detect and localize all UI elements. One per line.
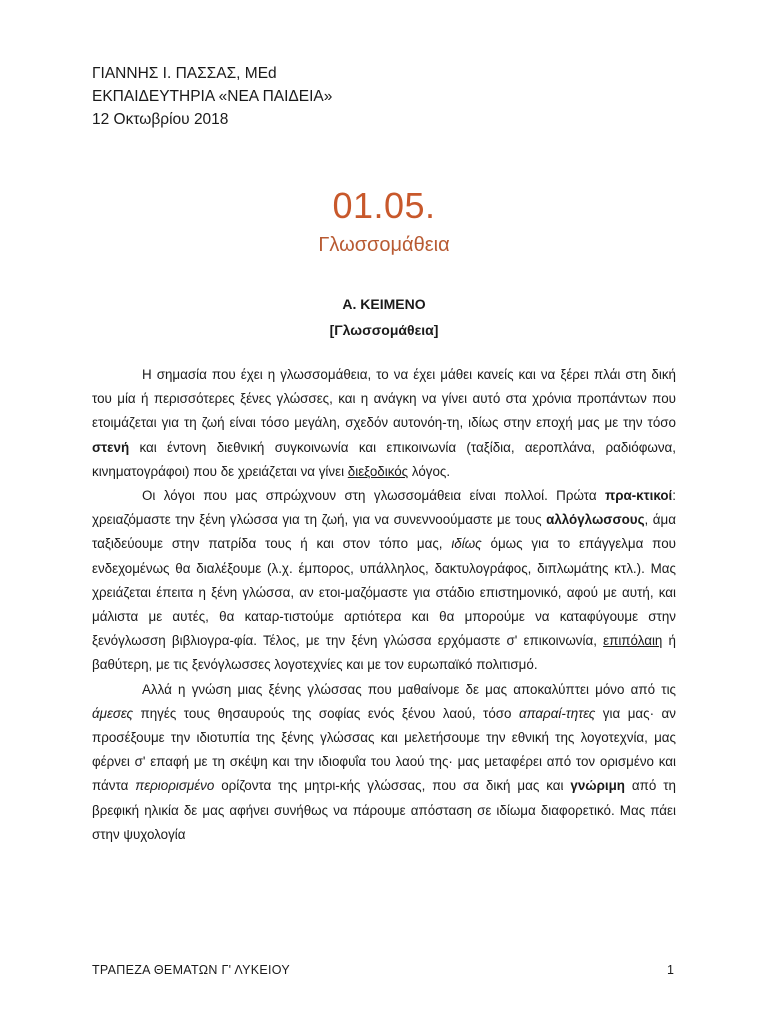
document-header [92,62,332,131]
italic-term: ιδίως [451,536,482,552]
text-run: και έντονη διεθνική συγκοινωνία και επικοινωνία (ταξίδια, αεροπλάνα, ραδιόφωνα, κινηματογράφοι) που δε χρειάζεται να γίνει [92,439,676,479]
bold-term: αλλόγλωσσους [546,512,645,528]
lesson-title: Γλωσσομάθεια [318,234,450,256]
bold-term: στενή [92,439,130,455]
text-run: για μας· αν προσέξουμε την ιδιοτυπία της ξένης γλώσσας και μελετήσουμε την εθνική της λογοτεχνία, μας φέρνει σ' επαφή με τη σκέψη και την ιδιοφυΐα του λαού της· μας μεταφέρει από τον ορισμένο και πάντα [92,705,676,794]
text-run: : χρειαζόμαστε την ξένη γλώσσα για τη ζωή, για να συνεννοούμαστε με τους [92,488,676,528]
section-heading-block [0,291,768,343]
italic-term: περιορισμένο [135,778,215,794]
date-line: 12 Οκτωβρίου 2018 [92,111,229,128]
underlined-term: επιπόλαιη [603,633,663,649]
bold-term: πρα-κτικοί [604,488,673,504]
italic-term: άμεσες [92,705,133,721]
text-run: Αλλά η γνώση μιας ξένης γλώσσας που μαθαίνομε δε μας αποκαλύπτει μόνο από τις [142,681,676,697]
text-run: από τη βρεφική ηλικία δε μας αφήνει συνήθως να πάρουμε απόσταση σε ιδίωμα διαφορετικό. Μας πάει στην ψυχολογία [92,778,676,842]
text-run: Οι λόγοι που μας σπρώχνουν στη γλωσσομάθεια είναι πολλοί. Πρώτα [142,488,605,504]
title-block [0,186,768,258]
text-run: λόγος. [408,463,451,479]
lesson-number: 01.05. [332,185,436,226]
text-run: ορίζοντα της μητρι-κής γλώσσας, που σα δική μας και [214,778,571,794]
footer-title: ΤΡΑΠΕΖΑ ΘΕΜΑΤΩΝ Γ' ΛΥΚΕΙΟΥ [92,963,291,977]
italic-term: απαραί-τητες [519,705,596,721]
paragraph-2 [92,484,676,678]
section-heading: Α. ΚΕΙΜΕΝΟ [342,296,426,312]
page-number: 1 [667,963,674,977]
bold-term: γνώριμη [570,778,625,794]
organization-line: ΕΚΠΑΙΔΕΥΤΗΡΙΑ «ΝΕΑ ΠΑΙΔΕΙΑ» [92,88,333,105]
text-run: όμως για το επάγγελμα που ενδεχομένως θα διαλέξουμε (λ.χ. έμπορος, υπάλληλος, δακτυλογράφος, διπλωμάτης κτλ.). Μας χρειάζεται έπειτα η ξένη γλώσσα, αν ετοι-μαζόμαστε για στάδιο επιστημονικό, αφού με αυτή, και μάλιστα με αυτές, θα καταρ-τιστούμε αρτιότερα και θα μπορούμε να καταφύγουμε στην ξενόγλωσση βιβλιογρα-φία. Τέλος, με την ξένη γλώσσα ερχόμαστε σ' επικοινωνία, [92,536,676,649]
text-run: Η σημασία που έχει η γλωσσομάθεια, το να έχει μάθει κανείς και να ξέρει πλάι στη δική του μία ή περισσότερες ξένες γλώσσες, και η ανάγκη να γίνει αυτό στα χρόνια προπάντων που ετοιμάζεται για τη ζωή είναι τόσο μεγάλη, σχεδόν αυτονόη-τη, ιδίως στην εποχή μας με την τόσο [92,367,676,431]
text-run: πηγές τους θησαυρούς της σοφίας ενός ξένου λαού, τόσο [132,705,519,721]
body-text [92,363,676,847]
paragraph-1 [92,363,676,484]
text-run: , άμα ταξιδεύουμε στην πατρίδα τους ή και στον τόπο μας, [92,512,676,552]
section-subheading: [Γλωσσομάθεια] [329,322,439,338]
text-run: ή βαθύτερη, με τις ξενόγλωσσες λογοτεχνίες και με τον ευρωπαϊκό πολιτισμό. [92,633,677,673]
paragraph-3 [92,678,676,847]
author-line: ΓΙΑΝΝΗΣ Ι. ΠΑΣΣΑΣ, MEd [92,65,277,82]
underlined-term: διεξοδικός [347,463,409,479]
